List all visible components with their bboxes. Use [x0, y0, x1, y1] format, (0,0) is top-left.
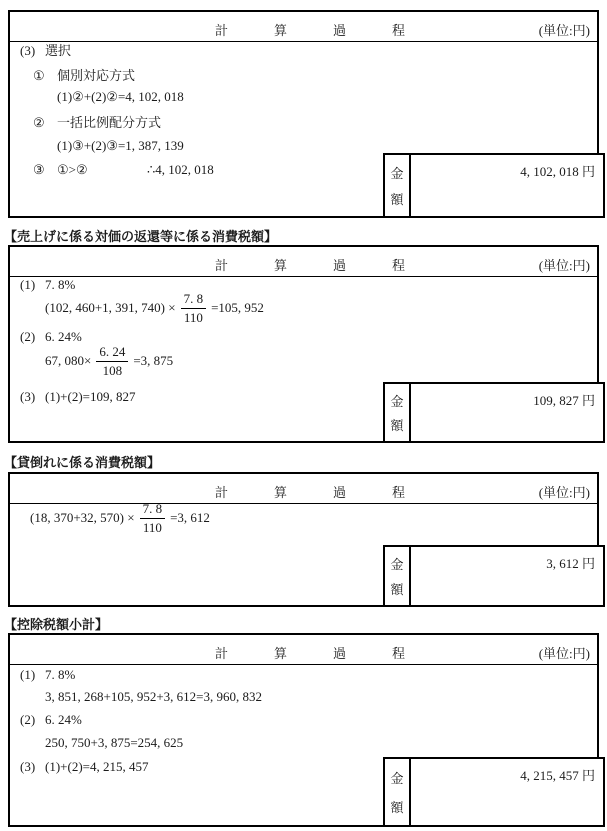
amount-box [383, 757, 605, 827]
calc-table-header [10, 12, 597, 42]
calc-line [20, 43, 71, 58]
amount-label [385, 384, 411, 441]
line-text: (1)+(2)=4, 215, 457 [45, 759, 149, 774]
calc-table-selection [8, 10, 599, 218]
amount-label [385, 547, 411, 605]
result-text: ∴4, 102, 018 [147, 162, 214, 177]
calc-process-header: 計算過程 [215, 646, 452, 661]
section-title-bad-debt: 【貸倒れに係る消費税額】 [4, 455, 161, 470]
calc-line [57, 138, 184, 153]
line-marker: (3) [20, 43, 36, 58]
calc-table-deduction-subtotal [8, 633, 599, 827]
equation-post: =3, 612 [170, 510, 210, 525]
line-text: 3, 851, 268+105, 952+3, 612=3, 960, 832 [45, 689, 262, 704]
comparison-text: ①>② [57, 162, 88, 177]
calc-line [33, 68, 135, 83]
line-text: (1)③+(2)③=1, 387, 139 [57, 138, 184, 153]
calc-equation [45, 290, 264, 326]
calc-process-header: 計算過程 [215, 23, 452, 38]
calc-process-header: 計算過程 [215, 258, 452, 273]
calc-line [20, 667, 75, 682]
calc-equation [45, 343, 173, 379]
amount-label-char: 額 [390, 582, 404, 597]
line-marker: (3) [20, 759, 36, 774]
calc-process-header: 計算過程 [215, 485, 452, 500]
calc-line [57, 89, 184, 104]
calc-table-header [10, 247, 597, 277]
equation-pre: (102, 460+1, 391, 740) × [45, 300, 176, 315]
amount-label [385, 759, 411, 825]
amount-value: 3, 612 円 [546, 556, 595, 571]
calc-line [33, 115, 161, 130]
line-text: 一括比例配分方式 [57, 115, 162, 130]
line-text: 個別対応方式 [57, 68, 136, 83]
equation-post: =3, 875 [133, 353, 174, 368]
line-text: 7. 8% [45, 277, 76, 292]
calc-table-sales-returns [8, 245, 599, 443]
line-marker: ① [33, 68, 45, 83]
line-marker: (2) [20, 712, 36, 727]
unit-label: (単位:円) [538, 258, 590, 273]
line-marker: (2) [20, 329, 36, 344]
amount-label-char: 額 [390, 192, 404, 208]
line-marker: ③ [33, 162, 45, 177]
fraction [140, 501, 166, 536]
calc-table-bad-debt [8, 472, 599, 607]
amount-label [385, 155, 411, 216]
line-text: 250, 750+3, 875=254, 625 [45, 735, 184, 750]
fraction [181, 291, 207, 326]
calc-equation [30, 500, 210, 536]
amount-value: 109, 827 円 [533, 393, 595, 408]
section-title-deduction-subtotal: 【控除税額小計】 [4, 617, 109, 632]
calc-line [20, 389, 135, 404]
amount-box [383, 382, 605, 443]
calc-table-header [10, 635, 597, 665]
line-marker: (1) [20, 667, 36, 682]
amount-label-char: 金 [390, 771, 404, 786]
calc-line [45, 735, 183, 750]
line-marker: (3) [20, 389, 36, 404]
line-marker: ② [33, 115, 45, 130]
amount-label-char: 額 [390, 800, 404, 815]
calc-line [45, 689, 262, 704]
calc-line [20, 759, 148, 774]
calc-line [20, 712, 82, 727]
fraction-numerator: 6. 24 [96, 344, 128, 362]
line-text: 7. 8% [45, 667, 76, 682]
fraction [96, 344, 128, 379]
line-text: 6. 24% [45, 712, 82, 727]
amount-value: 4, 102, 018 円 [520, 164, 595, 179]
unit-label: (単位:円) [538, 646, 590, 661]
line-marker: (1) [20, 277, 36, 292]
equation-pre: 67, 080× [45, 353, 92, 368]
line-text: (1)②+(2)②=4, 102, 018 [57, 89, 184, 104]
amount-value: 4, 215, 457 円 [520, 768, 595, 783]
amount-box [383, 153, 605, 218]
line-text: 選択 [45, 43, 72, 58]
line-text: 6. 24% [45, 329, 82, 344]
equation-pre: (18, 370+32, 570) × [30, 510, 135, 525]
fraction-denominator: 110 [183, 309, 203, 325]
fraction-denominator: 108 [102, 362, 123, 378]
amount-box [383, 545, 605, 607]
equation-post: =105, 952 [211, 300, 264, 315]
fraction-numerator: 7. 8 [140, 501, 166, 519]
amount-label-char: 金 [390, 557, 404, 572]
line-text: (1)+(2)=109, 827 [45, 389, 136, 404]
amount-label-char: 金 [390, 165, 404, 181]
fraction-denominator: 110 [142, 519, 162, 535]
amount-label-char: 額 [390, 418, 404, 434]
calc-line [20, 329, 82, 344]
unit-label: (単位:円) [538, 485, 590, 500]
unit-label: (単位:円) [538, 23, 590, 38]
section-title-sales-returns: 【売上げに係る対価の返還等に係る消費税額】 [4, 229, 278, 244]
amount-label-char: 金 [390, 393, 404, 409]
fraction-numerator: 7. 8 [181, 291, 207, 309]
calc-line [33, 162, 214, 177]
